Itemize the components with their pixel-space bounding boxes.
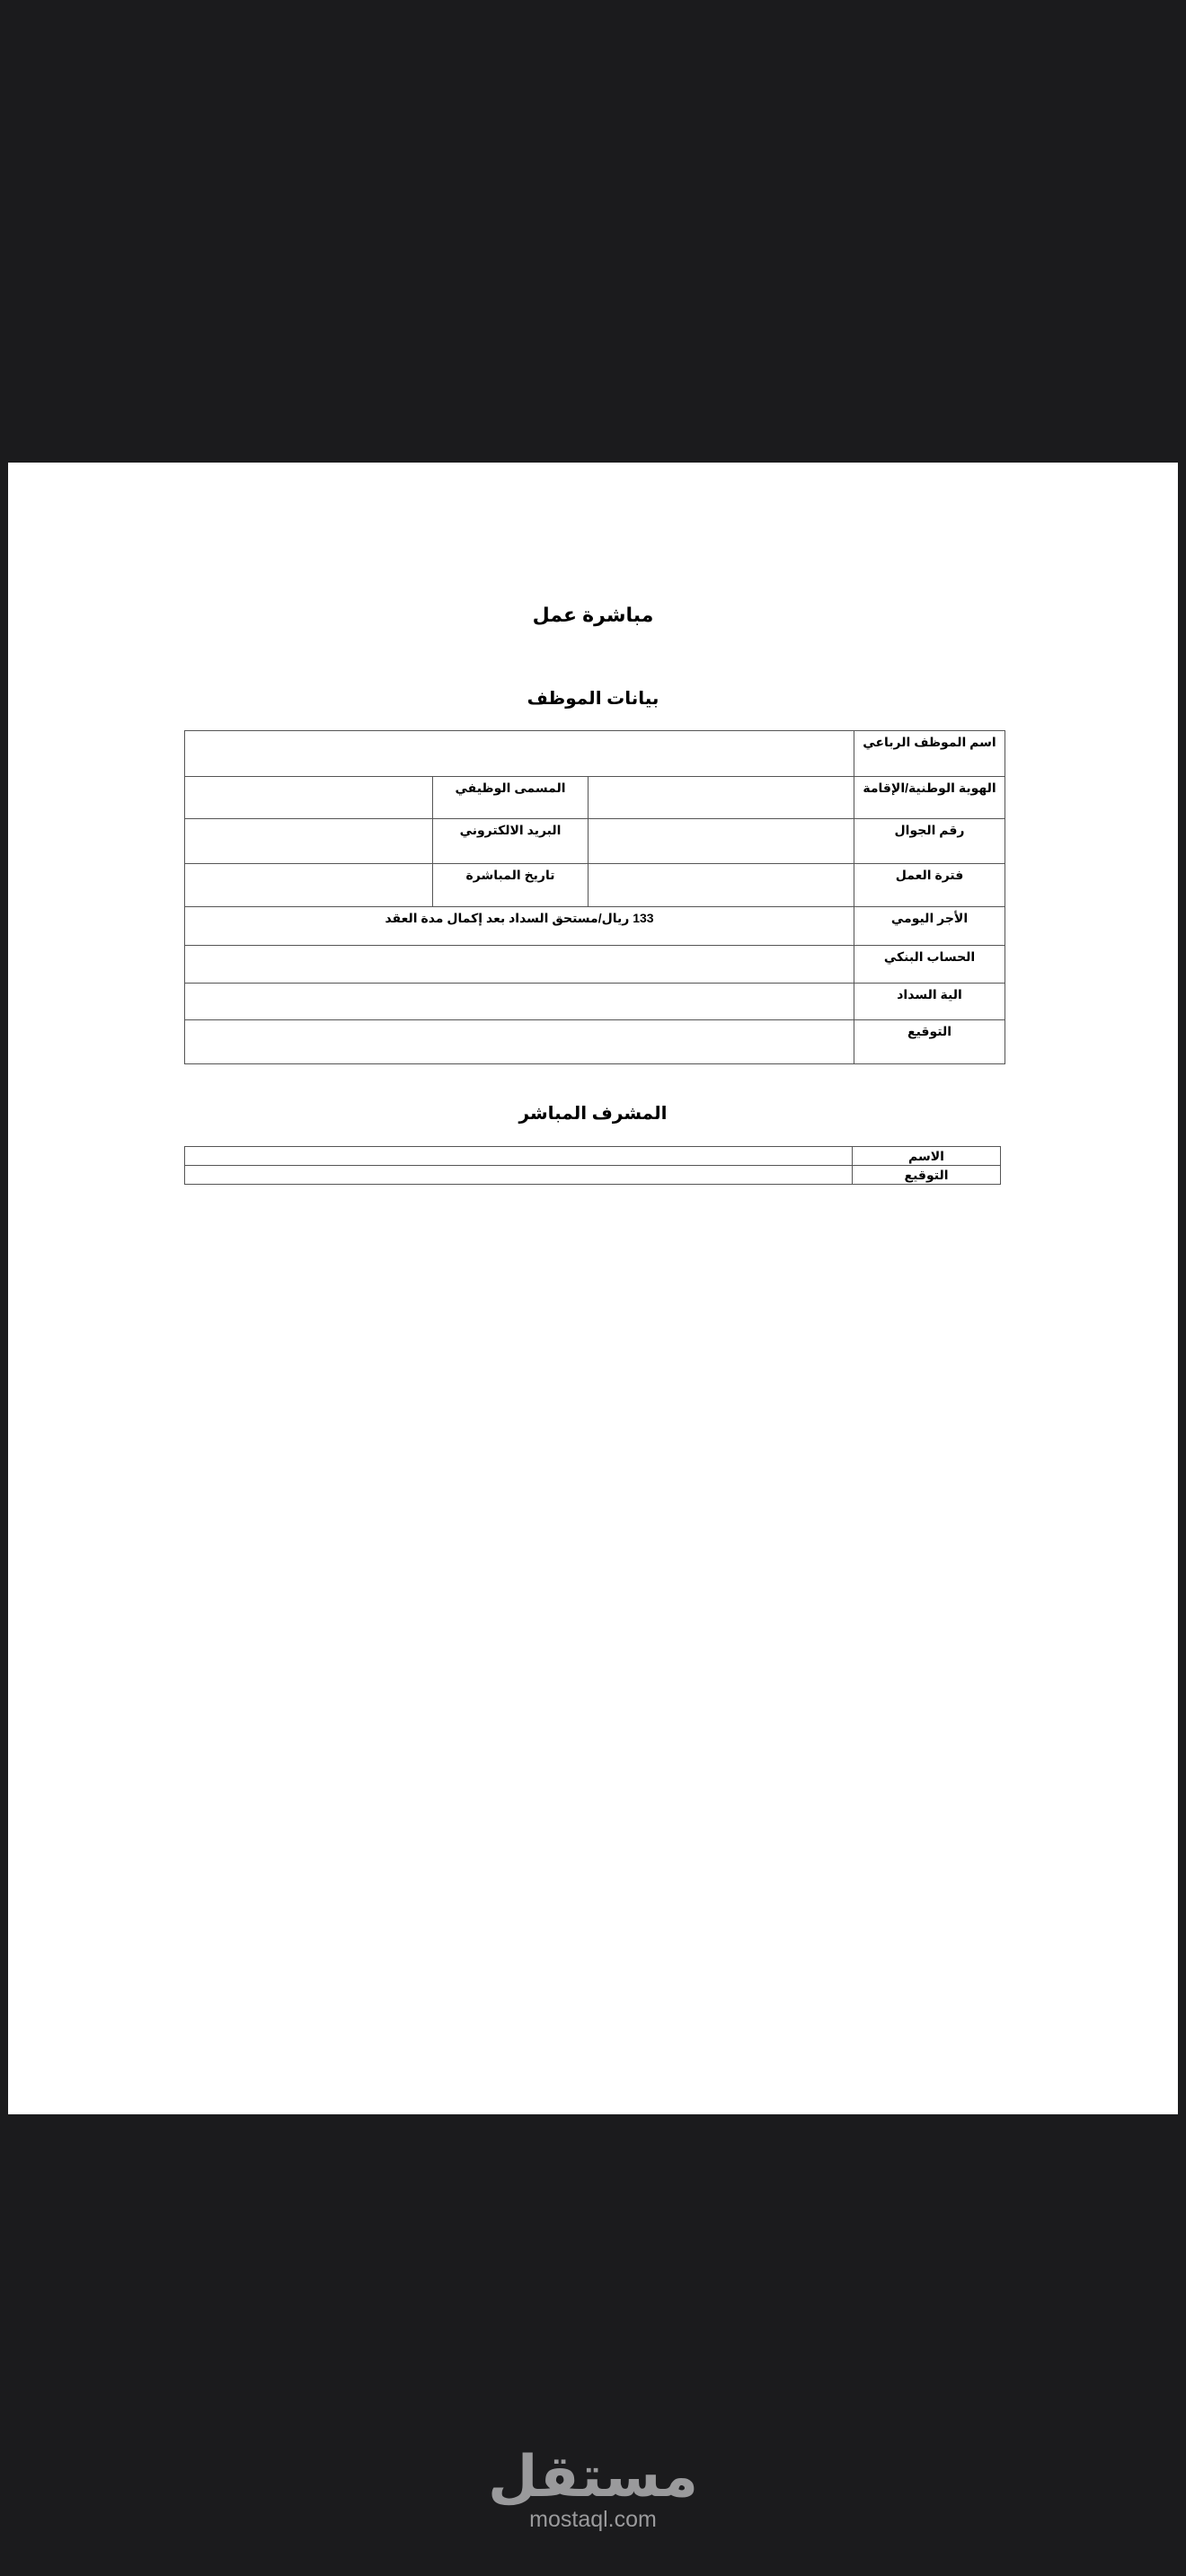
bank-account-value[interactable] — [185, 946, 854, 984]
payment-method-label: الية السداد — [854, 984, 1005, 1020]
start-date-value[interactable] — [185, 864, 433, 907]
document-title: مباشرة عمل — [532, 604, 654, 626]
table-row — [185, 907, 1005, 946]
supervisor-section-title: المشرف المباشر — [518, 1104, 668, 1124]
work-period-value[interactable] — [589, 864, 854, 907]
job-title-label: المسمى الوظيفي — [433, 777, 589, 819]
daily-wage-label: الأجر اليومي — [854, 907, 1005, 946]
daily-wage-value: 133 ريال/مستحق السداد بعد إكمال مدة العقد — [185, 907, 854, 946]
start-date-label: تاريخ المباشرة — [433, 864, 589, 907]
email-value[interactable] — [185, 819, 433, 864]
signature-label: التوقيع — [854, 1020, 1005, 1064]
payment-method-value[interactable] — [185, 984, 854, 1020]
mostaql-watermark-logo — [0, 2444, 1186, 2532]
employee-data-table — [184, 730, 1005, 1064]
employee-section-title: بيانات الموظف — [527, 689, 659, 709]
supervisor-signature-value[interactable] — [185, 1166, 853, 1185]
full-name-value[interactable] — [185, 731, 854, 777]
table-row — [185, 777, 1005, 819]
table-row — [185, 1147, 1001, 1166]
email-label: البريد الالكتروني — [433, 819, 589, 864]
document-page — [8, 463, 1178, 2114]
work-period-label: فترة العمل — [854, 864, 1005, 907]
bank-account-label: الحساب البنكي — [854, 946, 1005, 984]
national-id-label: الهوية الوطنية/الإقامة — [854, 777, 1005, 819]
job-title-value[interactable] — [185, 777, 433, 819]
supervisor-name-value[interactable] — [185, 1147, 853, 1166]
table-row — [185, 819, 1005, 864]
table-row — [185, 984, 1005, 1020]
supervisor-name-label: الاسم — [853, 1147, 1001, 1166]
national-id-value[interactable] — [589, 777, 854, 819]
table-row — [185, 864, 1005, 907]
watermark-arabic: مستقل — [487, 2444, 699, 2509]
supervisor-signature-label: التوقيع — [853, 1166, 1001, 1185]
table-row — [185, 1020, 1005, 1064]
mobile-label: رقم الجوال — [854, 819, 1005, 864]
full-name-label: اسم الموظف الرباعي — [854, 731, 1005, 777]
table-row — [185, 731, 1005, 777]
mobile-value[interactable] — [589, 819, 854, 864]
signature-value[interactable] — [185, 1020, 854, 1064]
table-row — [185, 1166, 1001, 1185]
supervisor-data-table — [184, 1146, 1001, 1185]
table-row — [185, 946, 1005, 984]
watermark-latin: mostaql.com — [529, 2507, 657, 2532]
